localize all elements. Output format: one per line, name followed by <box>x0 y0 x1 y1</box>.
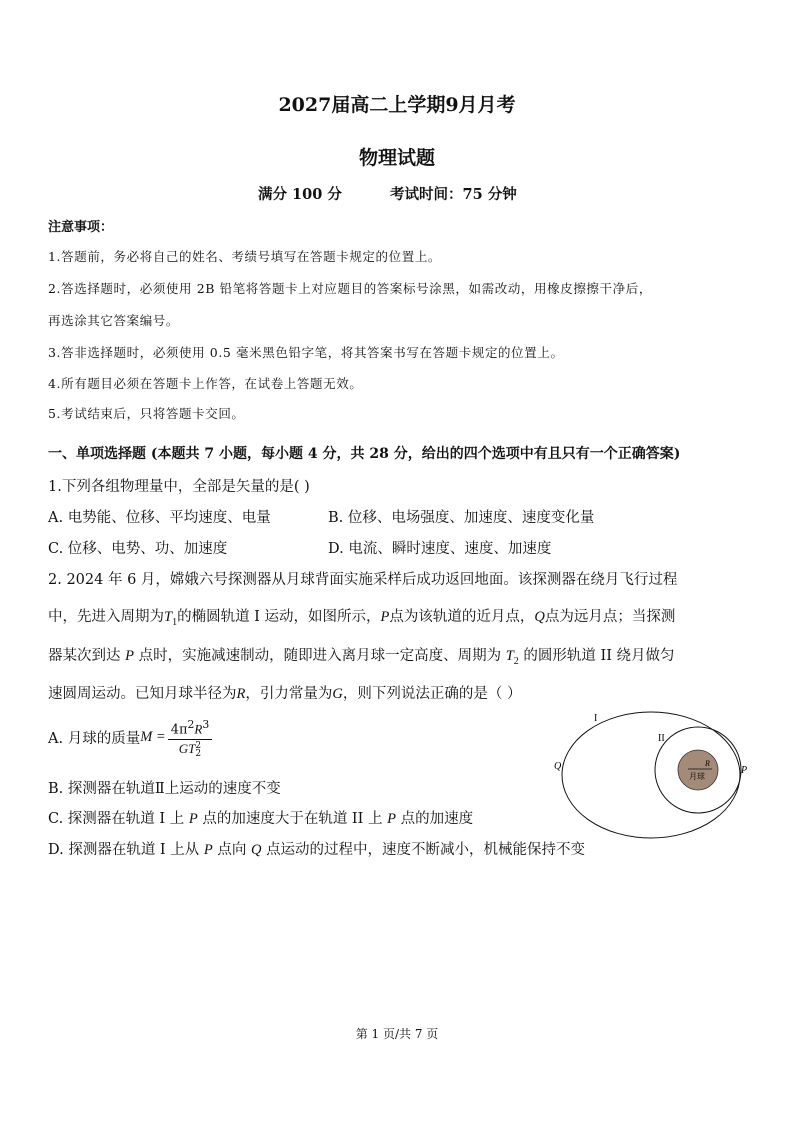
notice-item: 1.答题前，务必将自己的姓名、考绩号填写在答题卡规定的位置上。 <box>48 249 442 264</box>
superscript: 2 <box>187 718 195 731</box>
symbol-r: R <box>194 721 203 737</box>
text: 器某次到达 <box>48 648 121 664</box>
text: 点为该轨道的近月点， <box>389 609 535 625</box>
fraction-denominator <box>168 740 213 759</box>
full-marks: 满分 100 分 <box>258 186 342 203</box>
symbol: T <box>505 648 514 664</box>
notice-item: 再选涂其它答案编号。 <box>48 313 180 328</box>
question-2-option-a <box>48 716 212 759</box>
symbol-t1 <box>164 609 178 628</box>
label-moon: 月球 <box>689 772 705 781</box>
question-1-option-d: D. 电流、瞬时速度、速度、加速度 <box>328 541 552 557</box>
symbol-p: P <box>125 648 134 664</box>
text: A. 月球的质量 <box>48 731 141 748</box>
symbol-q: Q <box>534 609 545 625</box>
sub-sup <box>195 742 201 758</box>
text: 点向 <box>217 842 247 858</box>
question-1-option-c: C. 位移、电势、功、加速度 <box>48 541 228 557</box>
symbol-p: P <box>380 609 390 625</box>
section-heading: 一、单项选择题 (本题共 7 小题，每小题 4 分，共 28 分，给出的四个选项中有且只有一个正确答案) <box>48 446 681 462</box>
symbol-p: P <box>188 811 198 827</box>
notice-heading: 注意事项： <box>48 220 114 235</box>
text: 的椭圆轨道 I 运动，如图所示， <box>177 609 381 625</box>
text: 4π <box>170 722 188 738</box>
text: 点时，实施减速制动，随即进入离月球一定高度、周期为 <box>138 648 502 664</box>
text: 的圆形轨道 II 绕月做匀 <box>523 648 675 664</box>
question-2-option-d <box>48 838 585 859</box>
orbit-diagram <box>548 706 758 846</box>
symbol-q: Q <box>250 842 262 858</box>
text: 点的加速度大于在轨道 II 上 <box>202 811 383 827</box>
question-1-option-a: A. 电势能、位移、平均速度、电量 <box>48 510 271 526</box>
superscript: 3 <box>202 718 210 731</box>
text: 中，先进入周期为 <box>48 609 164 625</box>
text: 速圆周运动。已知月球半径为 <box>48 686 237 702</box>
label-p: P <box>741 765 748 776</box>
formula-lhs: M = <box>140 729 166 746</box>
notice-item: 2.答选择题时，必须使用 2B 铅笔将答题卡上对应题目的答案标号涂黑，如需改动，用橡皮擦擦干净后， <box>48 281 652 296</box>
question-2-option-b: B. 探测器在轨道Ⅱ上运动的速度不变 <box>48 781 281 797</box>
subscript: 2 <box>195 748 202 759</box>
symbol-p: P <box>387 811 396 827</box>
text: 点的加速度 <box>400 811 474 827</box>
text: C. 探测器在轨道 I 上 <box>48 811 185 827</box>
fraction-numerator <box>168 716 213 740</box>
label-i: I <box>594 713 598 724</box>
question-1-option-b: B. 位移、电场强度、加速度、速度变化量 <box>328 510 595 526</box>
exam-time: 考试时间：75 分钟 <box>390 186 517 203</box>
subscript: 1 <box>172 616 178 628</box>
question-2-line-2 <box>48 605 675 628</box>
text: ，引力常量为 <box>245 686 333 702</box>
question-1-stem: 1.下列各组物理量中，全部是矢量的是( ) <box>48 479 310 495</box>
notice-item: 4.所有题目必须在答题卡上作答，在试卷上答题无效。 <box>48 376 363 391</box>
subject-title: 物理试题 <box>358 147 435 169</box>
question-2-line-3 <box>48 644 675 667</box>
notice-item: 3.答非选择题时，必须使用 0.5 毫米黑色铅字笔，将其答案书写在答题卡规定的位置上。 <box>48 345 564 360</box>
question-2-line-4 <box>48 682 521 703</box>
symbol-gt: GT <box>178 741 196 757</box>
text: ，则下列说法正确的是（ ） <box>342 686 522 702</box>
symbol-p: P <box>203 842 213 858</box>
label-r: R <box>705 759 710 768</box>
text: 点运动的过程中，速度不断减小，机械能保持不变 <box>266 842 586 858</box>
page-number: 第 1 页/共 7 页 <box>355 1027 439 1041</box>
symbol-g: G <box>332 686 343 702</box>
text: D. 探测器在轨道 I 上从 <box>48 842 200 858</box>
moon <box>678 750 718 790</box>
subscript: 2 <box>513 655 519 667</box>
symbol: T <box>164 609 173 625</box>
label-ii: II <box>658 733 665 744</box>
question-2-option-c <box>48 807 473 828</box>
question-2-line-1: 2. 2024 年 6 月，嫦娥六号探测器从月球背面实施采样后成功返回地面。该探测器在绕月飞行过程 <box>48 572 678 588</box>
text: 点为远月点；当探测 <box>544 609 676 625</box>
notice-item: 5.考试结束后，只将答题卡交回。 <box>48 406 245 421</box>
mass-formula-fraction <box>168 716 213 759</box>
symbol-r: R <box>236 686 246 702</box>
symbol-t2 <box>505 648 519 667</box>
superscript: 2 <box>195 740 202 751</box>
exam-title: 2027届高二上学期9月月考 <box>278 94 516 116</box>
label-q: Q <box>554 761 562 772</box>
